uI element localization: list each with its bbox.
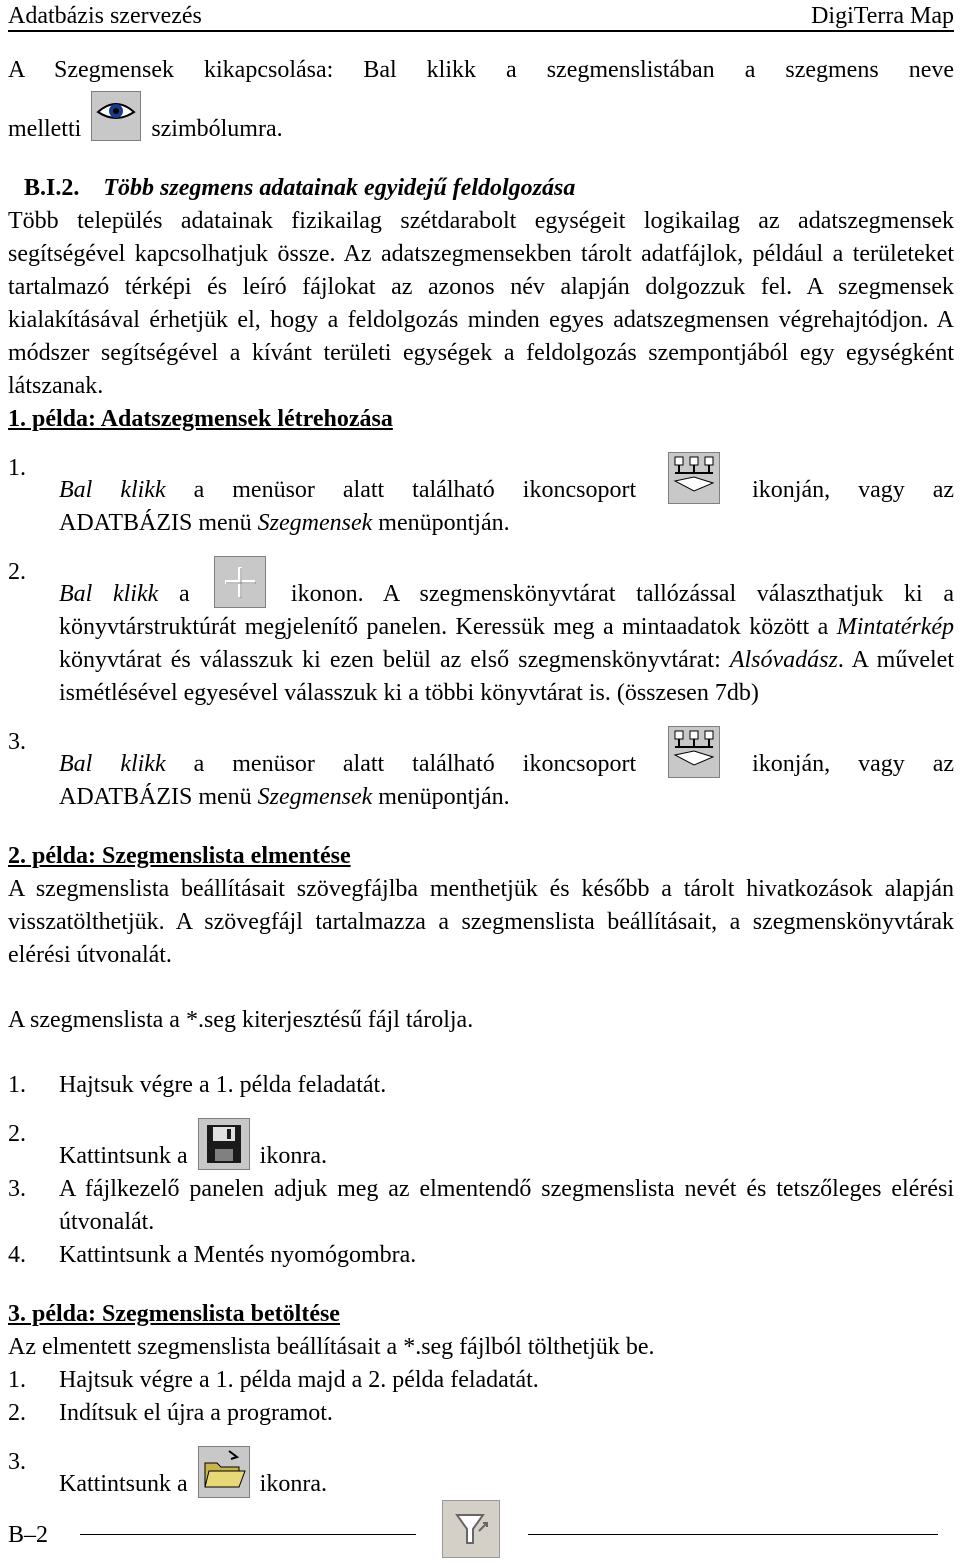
page-footer xyxy=(8,1500,960,1560)
top-para-line1: A Szegmensek kikapcsolása: Bal klikk a szegmenslistában a szegmens neve xyxy=(8,57,954,83)
example2-step1: 1. Hajtsuk végre a 1. példa feladatát. xyxy=(8,1072,387,1098)
example2-paragraph2: A szegmenslista a *.seg kiterjesztésű fájl tárolja. xyxy=(8,1007,474,1033)
intro-paragraph: Több település adatainak fizikailag szétdarabolt egységeit logikailag az adatszegmensek segítségével kapcsolhatjuk össze. Az adatszegmensekben tárolt adatfájlok, például a területeket tartalmazó térképi és leíró fájlokat az azonos név alapján dolgozzuk fel. A szegmensek kialakításával érhetjük el, hogy a feldolgozás minden egyes adatszegmensen végrehajtódjon. A módszer segítségével a kívánt területi egységek a feldolgozás szempontjából egy egységként látszanak. xyxy=(8,208,954,399)
example3-heading: 3. példa: Szegmenslista betöltése xyxy=(8,1301,340,1327)
example1-step3: 3. Bal klikk a menüsor alatt található ikoncsoport ikonján, vagy az ADATBÁZIS menü Szegmensek menüpontján. xyxy=(8,726,954,814)
example1-step1: 1. Bal klikk a menüsor alatt található ikoncsoport ikonján, vagy az ADATBÁZIS menü Szegmensek menüpontján. xyxy=(8,452,954,540)
header-left: Adatbázis szervezés xyxy=(8,3,202,29)
header-right: DigiTerra Map xyxy=(811,3,954,29)
example3-step2: 2. Indítsuk el újra a programot. xyxy=(8,1400,333,1426)
top-para-line2: melletti szimbólumra. xyxy=(8,91,954,146)
footer-rule-right xyxy=(528,1534,938,1535)
eye-icon xyxy=(91,91,141,141)
segment-network-icon[interactable] xyxy=(668,452,720,504)
section-heading: B.I.2. Több szegmens adatainak egyidejű feldolgozása xyxy=(24,175,576,201)
example3-step3: 3. Kattintsunk a ikonra. xyxy=(8,1446,954,1501)
page-content xyxy=(8,54,954,1501)
plus-icon[interactable] xyxy=(214,556,266,608)
example1-step2: 2. Bal klikk a ikonon. A szegmenskönyvtárat tallózással választhatjuk ki a könyvtárstruktúrát megjelenítő panelen. Keressük meg a mintaadatok között a Mintatérkép könyvtárat és válasszuk ki ezen belül az első szegmenskönyvtárat: Alsóvadász. A művelet ismétlésével egyesével válasszuk ki a többi könyvtárat is. (összesen 7db) xyxy=(8,556,954,710)
example3-paragraph: Az elmentett szegmenslista beállításait a *.seg fájlból tölthetjük be. xyxy=(8,1334,655,1360)
page-header xyxy=(8,0,954,32)
example2-step2: 2. Kattintsunk a ikonra. xyxy=(8,1118,954,1173)
example2-paragraph: A szegmenslista beállításait szövegfájlba menthetjük és később a tárolt hivatkozások alapján visszatölthetjük. A szövegfájl tartalmazza a szegmenslista beállításait, a szegmenskönyvtárak elérési útvonalát. xyxy=(8,876,954,968)
example3-step1: 1. Hajtsuk végre a 1. példa majd a 2. példa feladatát. xyxy=(8,1367,539,1393)
page-number: B–2 xyxy=(8,1522,49,1548)
save-disk-icon[interactable] xyxy=(198,1118,250,1170)
example2-heading: 2. példa: Szegmenslista elmentése xyxy=(8,843,351,869)
example1-heading: 1. példa: Adatszegmensek létrehozása xyxy=(8,406,393,432)
footer-rule-left xyxy=(80,1534,416,1535)
example2-step4: 4. Kattintsunk a Mentés nyomógombra. xyxy=(8,1242,417,1268)
digiterra-logo-icon xyxy=(442,1500,500,1558)
example2-step3: 3. A fájlkezelő panelen adjuk meg az elmentendő szegmenslista nevét és tetszőleges elérési útvonalát. xyxy=(8,1176,954,1235)
open-folder-icon[interactable] xyxy=(198,1446,250,1498)
segment-network-icon[interactable] xyxy=(668,726,720,778)
